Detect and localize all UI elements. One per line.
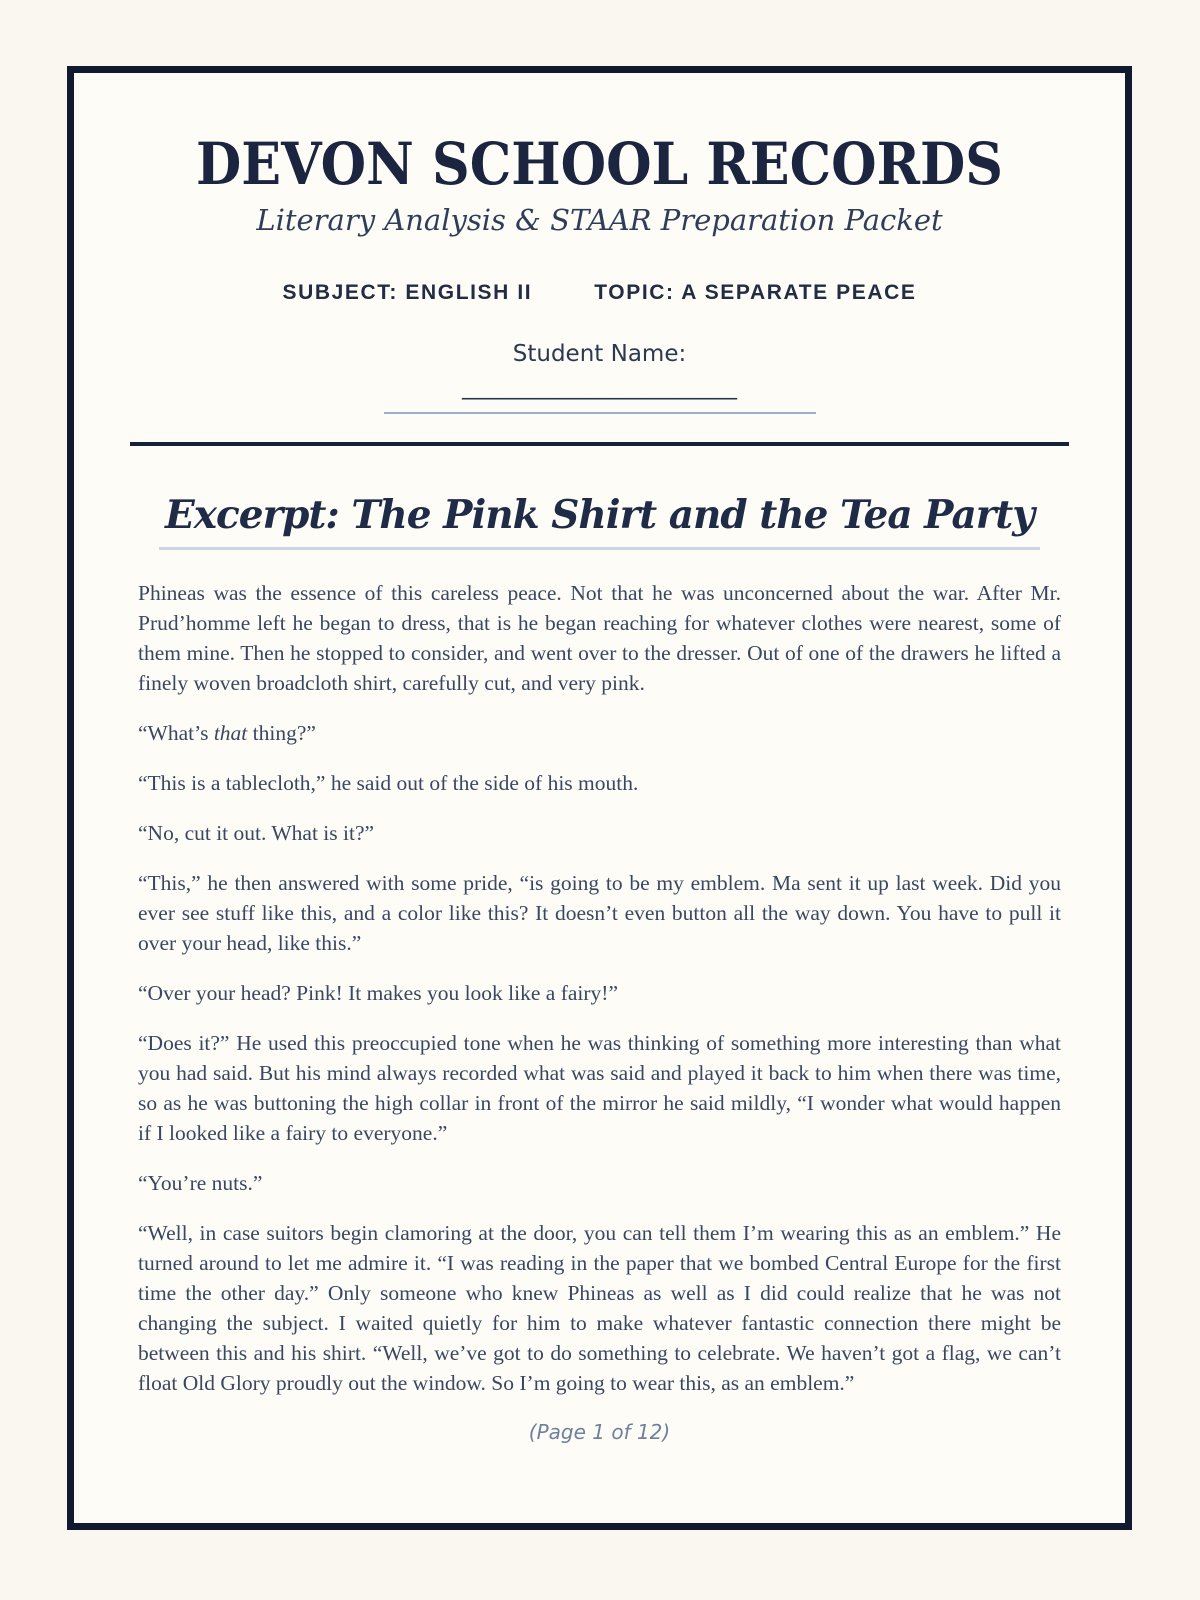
section-divider <box>130 442 1069 446</box>
subject-label: SUBJECT: ENGLISH II <box>282 280 533 304</box>
excerpt-paragraph: “Over your head? Pink! It makes you look like a fairy!” <box>138 980 619 1005</box>
excerpt-paragraph: Phineas was the essence of this careless peace. Not that he was unconcerned about the war. After Mr. Prud’homme left he began to dress, that is he began reaching for whatever clothes were nearest, some of them mine. Then he stopped to consider, and went over to the dresser. Out of one of the drawers he lifted a finely woven broadcloth shirt, carefully cut, and very pink. <box>138 580 1061 695</box>
student-name-input[interactable] <box>384 375 816 414</box>
excerpt-paragraph: “You’re nuts.” <box>138 1170 263 1195</box>
dialogue-text: “What’s <box>138 720 214 745</box>
document-header <box>130 130 1069 414</box>
excerpt-paragraph: “Does it?” He used this preoccupied tone when he was thinking of something more interesting than what you had said. But his mind always recorded what was said and played it back to him when there was time, so as he was buttoning the high collar in front of the mirror he said mildly, “I wonder what would happen if I looked like a fairy to everyone.” <box>138 1030 1061 1145</box>
excerpt-paragraph: “This,” he then answered with some pride, “is going to be my emblem. Ma sent it up last week. Did you ever see stuff like this, and a color like this? It doesn’t even button all the way down. You have to pull it over your head, like this.” <box>138 870 1061 955</box>
excerpt-heading: Excerpt: The Pink Shirt and the Tea Party <box>159 492 1040 550</box>
excerpt-heading-wrap <box>130 492 1069 550</box>
emphasis-word: that <box>213 720 248 745</box>
topic-label: TOPIC: A SEPARATE PEACE <box>594 280 917 304</box>
document-content <box>74 73 1125 1444</box>
excerpt-paragraph: “No, cut it out. What is it?” <box>138 820 375 845</box>
packet-subtitle: Literary Analysis & STAAR Preparation Packet <box>256 202 943 237</box>
subject-topic-row <box>130 281 1069 305</box>
excerpt-paragraph: “This is a tablecloth,” he said out of the side of his mouth. <box>138 770 639 795</box>
page-title: DEVON SCHOOL RECORDS <box>196 130 1003 198</box>
dialogue-text: thing?” <box>247 720 316 745</box>
student-name-block <box>130 341 1069 414</box>
student-name-label: Student Name: <box>512 340 687 367</box>
excerpt-paragraph: “Well, in case suitors begin clamoring at the door, you can tell them I’m wearing this as an emblem.” He turned around to let me admire it. “I was reading in the paper that we bombed Central Europe for the first time the other day.” Only someone who knew Phineas as well as I did could realize that he was not changing the subject. I waited quietly for him to make whatever fantastic connection there might be between this and his shirt. “Well, we’ve got to do something to celebrate. We haven’t got a flag, we can’t float Old Glory proudly out the window. So I’m going to wear this, as an emblem.” <box>138 1220 1061 1395</box>
excerpt-paragraph <box>138 718 1061 748</box>
page-indicator: (Page 1 of 12) <box>528 1419 671 1444</box>
excerpt-body <box>130 578 1069 1398</box>
document-page-frame <box>67 66 1132 1530</box>
